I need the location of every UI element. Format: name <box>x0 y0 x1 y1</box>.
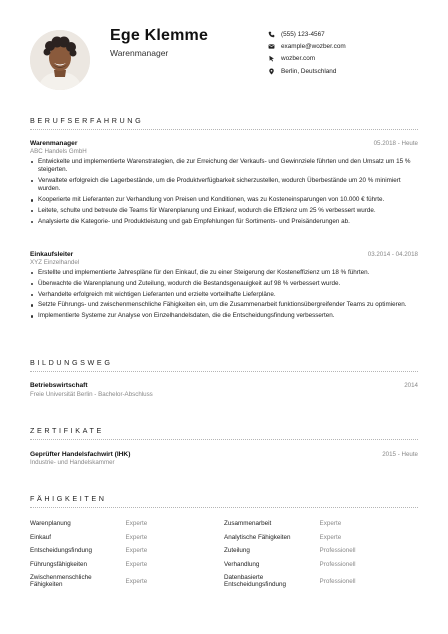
job-company: ABC Handels GmbH <box>30 148 87 155</box>
skill-level: Experte <box>125 533 148 541</box>
skill-name: Einkauf <box>30 533 52 541</box>
skill-row <box>30 531 418 545</box>
skill-name: Entscheidungsfindung <box>30 547 92 554</box>
job-date: 03.2014 - 04.2018 <box>367 251 418 258</box>
candidate-name: Ege Klemme <box>110 27 209 44</box>
contact-email[interactable] <box>268 40 346 52</box>
education-degree: Betriebswirtschaft <box>30 382 88 389</box>
contact-website[interactable] <box>268 53 346 65</box>
skills-section-title: FÄHIGKEITEN <box>30 494 107 503</box>
section-divider <box>30 439 418 440</box>
phone-icon <box>268 31 275 38</box>
contact-list <box>268 28 346 77</box>
skill-level: Experte <box>125 547 148 555</box>
list-item: Verhandelte erfolgreich mit wichtigen Lieferanten und erzielte vorteilhafte Lieferpläne. <box>30 291 420 299</box>
certificate-name: Geprüfter Handelsfachwirt (IHK) <box>30 451 131 458</box>
job-company: XYZ Einzelhandel <box>30 259 80 266</box>
list-item: Analysierte die Kategorie- und Produktleistung und gab Empfehlungen für Sortiments- und Preisänderungen ab. <box>30 218 420 226</box>
certificates-section-title: ZERTIFIKATE <box>30 426 104 435</box>
list-item: Implementierte Systeme zur Analyse von Einzelhandelsdaten, die die Entscheidungsfindung verbesserten. <box>30 312 420 320</box>
contact-email-text[interactable]: example@wozber.com <box>281 42 346 50</box>
education-school: Freie Universität Berlin - Bachelor-Abschluss <box>30 391 153 398</box>
skill-row <box>30 558 418 572</box>
list-item: Kooperierte mit Lieferanten zur Verhandlung von Preisen und Konditionen, was zu Kosteneinsparungen von 10.000 € führte. <box>30 196 420 204</box>
skill-level: Experte <box>125 560 148 568</box>
skill-level: Professionell <box>319 577 356 585</box>
job-bullet-list <box>30 269 420 323</box>
skill-row <box>30 544 418 558</box>
cursor-icon <box>268 55 275 62</box>
contact-website-text[interactable]: wozber.com <box>281 55 316 63</box>
list-item: Verwaltete erfolgreich die Lagerbestände, um die Produktverfügbarkeit sicherzustellen, wodurch Überbestände um 20 % minimiert wurden. <box>30 177 420 194</box>
contact-phone <box>268 28 346 40</box>
education-section-title: BILDUNGSWEG <box>30 358 113 367</box>
skill-name: Datenbasierte Entscheidungsfindung <box>224 573 286 588</box>
contact-phone-text: (555) 123-4567 <box>281 30 325 38</box>
skill-level: Experte <box>125 577 148 585</box>
certificate-issuer: Industrie- und Handelskammer <box>30 459 115 466</box>
skill-name: Führungsfähigkeiten <box>30 560 88 568</box>
education-year: 2014 <box>404 382 418 389</box>
portrait-photo <box>30 30 90 90</box>
job-title: Einkaufsleiter <box>30 251 74 258</box>
list-item: Erstellte und implementierte Jahrespläne für den Einkauf, die zu einer Steigerung der Kosteneffizienz um 18 % führten. <box>30 269 420 277</box>
skill-name: Warenplanung <box>30 520 71 527</box>
skill-level: Experte <box>319 533 342 541</box>
skill-row <box>30 571 418 591</box>
job-bullet-list <box>30 158 420 229</box>
skills-table <box>30 517 418 591</box>
section-divider <box>30 129 418 130</box>
skill-row <box>30 517 418 531</box>
contact-location <box>268 65 346 77</box>
avatar <box>30 30 90 90</box>
contact-location-text: Berlin, Deutschland <box>281 67 337 75</box>
certificate-date: 2015 - Heute <box>382 451 418 458</box>
job-title: Warenmanager <box>30 140 78 147</box>
skill-name: Analytische Fähigkeiten <box>224 533 291 541</box>
section-divider <box>30 371 418 372</box>
list-item: Setzte Führungs- und zwischenmenschliche Fähigkeiten ein, um die Zusammenarbeit funktionsübergreifender Teams zu optimieren. <box>30 301 420 309</box>
list-item: Entwickelte und implementierte Warenstrategien, die zur Erreichung der Verkaufs- und Gewinnziele führten und den Umsatz um 15 % steigerten. <box>30 158 420 175</box>
skill-name: Zusammenarbeit <box>224 520 272 527</box>
skill-name: Zuteilung <box>224 547 250 554</box>
location-pin-icon <box>268 68 275 75</box>
experience-section-title: BERUFSERFAHRUNG <box>30 116 144 125</box>
list-item: Leitete, schulte und betreute die Teams für Warenplanung und Einkauf, wodurch die Effizienz um 25 % verbessert wurde. <box>30 207 420 215</box>
list-item: Überwachte die Warenplanung und Zuteilung, wodurch die Bestandsgenauigkeit auf 98 % verbessert wurde. <box>30 280 420 288</box>
job-date: 05.2018 - Heute <box>373 140 418 147</box>
skill-level: Experte <box>319 520 342 528</box>
section-divider <box>30 507 418 508</box>
skill-level: Professionell <box>319 547 356 555</box>
skill-level: Professionell <box>319 560 356 568</box>
skill-name: Verhandlung <box>224 560 260 568</box>
envelope-icon <box>268 43 275 50</box>
candidate-role: Warenmanager <box>110 48 169 58</box>
skill-name: Zwischenmenschliche Fähigkeiten <box>30 573 92 588</box>
skill-level: Experte <box>125 520 148 528</box>
